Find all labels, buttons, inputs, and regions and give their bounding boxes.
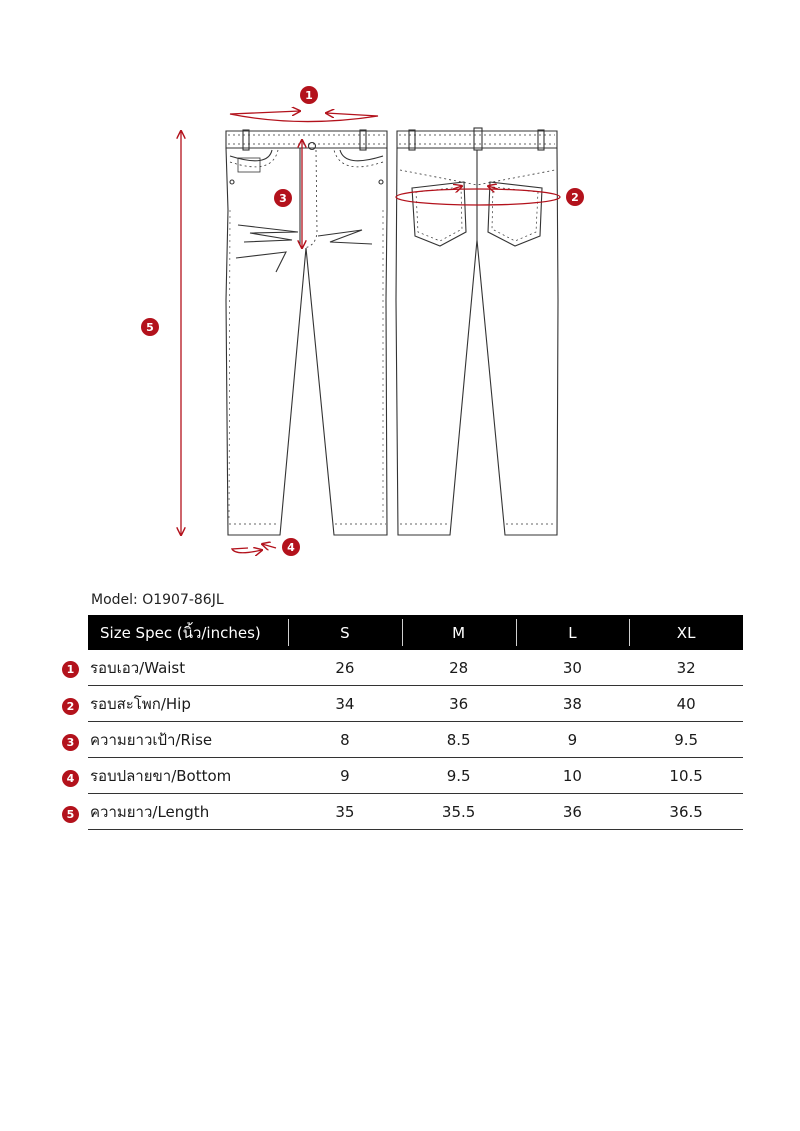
table-cell: 34 — [288, 686, 402, 722]
row-label-rise: ความยาวเป้า/Rise — [88, 722, 288, 758]
table-row — [88, 722, 743, 758]
marker-3 — [274, 189, 292, 207]
row-number-badge: 1 — [62, 661, 79, 678]
row-number-badge: 3 — [62, 734, 79, 751]
table-header-row — [88, 615, 743, 650]
table-cell: 36 — [402, 686, 516, 722]
row-label-length: ความยาว/Length — [88, 794, 288, 830]
marker-5 — [141, 318, 159, 336]
row-number-badge: 4 — [62, 770, 79, 787]
row-label-waist: รอบเอว/Waist — [88, 650, 288, 686]
svg-text:5: 5 — [146, 321, 154, 334]
row-number-badge: 5 — [62, 806, 79, 823]
table-row — [88, 794, 743, 830]
table-cell: 36.5 — [629, 794, 743, 830]
table-cell: 32 — [629, 650, 743, 686]
marker-2 — [566, 188, 584, 206]
table-cell: 8.5 — [402, 722, 516, 758]
table-cell: 26 — [288, 650, 402, 686]
header-size-xl: XL — [629, 615, 743, 650]
header-size-s: S — [288, 615, 402, 650]
marker-4 — [282, 538, 300, 556]
table-cell: 9 — [288, 758, 402, 794]
table-row — [88, 686, 743, 722]
table-cell: 40 — [629, 686, 743, 722]
row-label-bottom: รอบปลายขา/Bottom — [88, 758, 288, 794]
table-cell: 28 — [402, 650, 516, 686]
front-view — [226, 130, 387, 535]
size-spec-table — [88, 615, 743, 830]
svg-text:1: 1 — [305, 89, 313, 102]
table-cell: 9.5 — [402, 758, 516, 794]
model-label: Model: O1907-86JL — [91, 592, 224, 608]
table-cell: 35 — [288, 794, 402, 830]
table-cell: 38 — [516, 686, 630, 722]
header-size-spec: Size Spec (นิ้ว/inches) — [88, 615, 288, 650]
table-cell: 36 — [516, 794, 630, 830]
table-row — [88, 758, 743, 794]
table-row — [88, 650, 743, 686]
table-cell: 8 — [288, 722, 402, 758]
measurement-arrows — [181, 111, 560, 553]
table-cell: 35.5 — [402, 794, 516, 830]
table-cell: 30 — [516, 650, 630, 686]
svg-text:3: 3 — [279, 192, 287, 205]
svg-text:4: 4 — [287, 541, 295, 554]
table-cell: 10.5 — [629, 758, 743, 794]
marker-1 — [300, 86, 318, 104]
header-size-m: M — [402, 615, 516, 650]
row-number-badge: 2 — [62, 698, 79, 715]
header-size-l: L — [516, 615, 630, 650]
svg-text:2: 2 — [571, 191, 579, 204]
row-label-hip: รอบสะโพก/Hip — [88, 686, 288, 722]
table-cell: 10 — [516, 758, 630, 794]
table-cell: 9.5 — [629, 722, 743, 758]
table-cell: 9 — [516, 722, 630, 758]
